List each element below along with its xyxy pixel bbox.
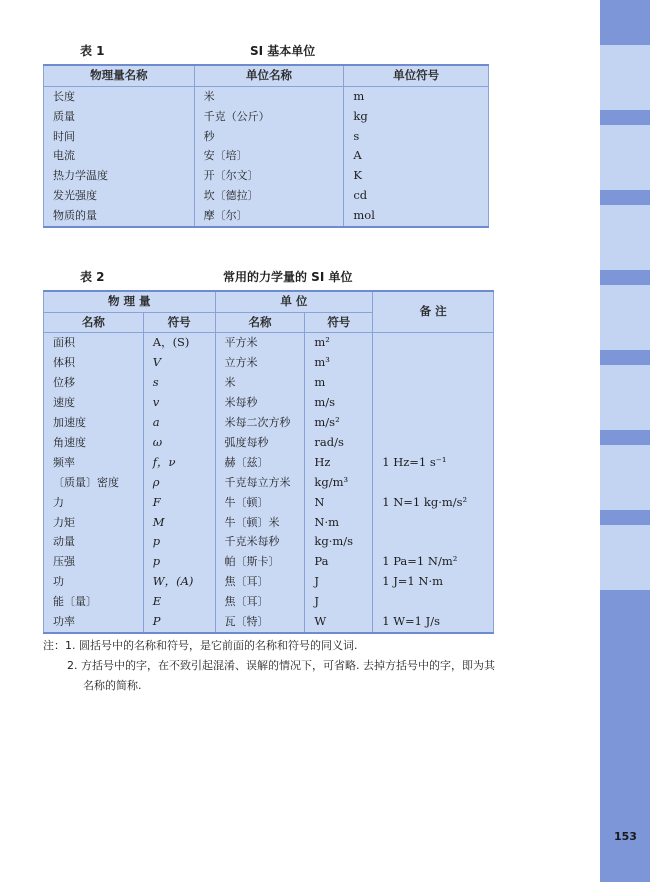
table-row: [44, 453, 494, 473]
unit-symbol-cell: m: [344, 87, 489, 107]
remark-cell: [373, 413, 494, 433]
unit-name-cell: 开〔尔文〕: [194, 166, 344, 186]
si-base-units-table: [43, 64, 489, 228]
remark-cell: 1 W=1 J/s: [373, 612, 494, 633]
quantity-cell: 长度: [44, 87, 195, 107]
quantity-symbol-cell: ω: [143, 433, 215, 453]
unit-symbol-cell: kg·m/s: [305, 532, 373, 552]
unit-symbol-cell: cd: [344, 186, 489, 206]
unit-name-cell: 赫〔兹〕: [215, 453, 305, 473]
quantity-symbol-cell: ρ: [143, 473, 215, 493]
table-row: [44, 333, 494, 353]
table-row: [44, 107, 489, 127]
quantity-symbol-cell: s: [143, 373, 215, 393]
table-row: [44, 592, 494, 612]
unit-symbol-cell: s: [344, 127, 489, 147]
quantity-cell: 时间: [44, 127, 195, 147]
table-row: [44, 612, 494, 633]
quantity-cell: 电流: [44, 146, 195, 166]
quantity-name-cell: 体积: [44, 353, 144, 373]
quantity-name-cell: 压强: [44, 552, 144, 572]
header-remarks: 备 注: [373, 291, 494, 333]
unit-name-cell: 米: [194, 87, 344, 107]
quantity-symbol-cell: V: [143, 353, 215, 373]
quantity-symbol-cell: M: [143, 513, 215, 533]
unit-symbol-cell: rad/s: [305, 433, 373, 453]
table-row: [44, 552, 494, 572]
quantity-name-cell: 力矩: [44, 513, 144, 533]
quantity-name-cell: 加速度: [44, 413, 144, 433]
quantity-symbol-cell: a: [143, 413, 215, 433]
table-header-row: [44, 65, 489, 87]
unit-name-cell: 坎〔德拉〕: [194, 186, 344, 206]
unit-name-cell: 平方米: [215, 333, 305, 353]
strip-band: [600, 190, 650, 205]
table2-title: 常用的力学量的 SI 单位: [223, 270, 353, 284]
table-row: [44, 393, 494, 413]
quantity-cell: 质量: [44, 107, 195, 127]
unit-symbol-cell: Hz: [305, 453, 373, 473]
remark-cell: 1 N=1 kg·m/s²: [373, 493, 494, 513]
unit-name-cell: 米: [215, 373, 305, 393]
unit-symbol-cell: m/s²: [305, 413, 373, 433]
table-row: [44, 413, 494, 433]
unit-symbol-cell: kg/m³: [305, 473, 373, 493]
unit-name-cell: 帕〔斯卡〕: [215, 552, 305, 572]
table-row: [44, 433, 494, 453]
header-unit-symbol: 符号: [305, 312, 373, 333]
remark-cell: 1 Hz=1 s⁻¹: [373, 453, 494, 473]
header-unit-symbol: 单位符号: [344, 65, 489, 87]
unit-name-cell: 千克（公斤）: [194, 107, 344, 127]
unit-symbol-cell: W: [305, 612, 373, 633]
quantity-name-cell: 功: [44, 572, 144, 592]
note-2-continued: 名称的简称.: [83, 679, 142, 692]
unit-symbol-cell: K: [344, 166, 489, 186]
unit-name-cell: 秒: [194, 127, 344, 147]
quantity-symbol-cell: p: [143, 532, 215, 552]
table-notes: [43, 636, 533, 696]
unit-symbol-cell: kg: [344, 107, 489, 127]
strip-band: [600, 110, 650, 125]
quantity-name-cell: 位移: [44, 373, 144, 393]
quantity-symbol-cell: v: [143, 393, 215, 413]
remark-cell: [373, 592, 494, 612]
unit-name-cell: 焦〔耳〕: [215, 572, 305, 592]
quantity-symbol-cell: E: [143, 592, 215, 612]
table-row: [44, 206, 489, 227]
unit-name-cell: 千克米每秒: [215, 532, 305, 552]
header-quantity-name: 物理量名称: [44, 65, 195, 87]
unit-symbol-cell: m²: [305, 333, 373, 353]
quantity-symbol-cell: p: [143, 552, 215, 572]
strip-band: [600, 430, 650, 445]
unit-symbol-cell: mol: [344, 206, 489, 227]
table1-label: 表 1: [80, 44, 105, 58]
table1-title: SI 基本单位: [250, 44, 316, 58]
quantity-cell: 物质的量: [44, 206, 195, 227]
quantity-name-cell: 速度: [44, 393, 144, 413]
unit-name-cell: 弧度每秒: [215, 433, 305, 453]
quantity-name-cell: 角速度: [44, 433, 144, 453]
unit-name-cell: 摩〔尔〕: [194, 206, 344, 227]
unit-symbol-cell: A: [344, 146, 489, 166]
unit-symbol-cell: N·m: [305, 513, 373, 533]
table-row: [44, 186, 489, 206]
remark-cell: [373, 353, 494, 373]
table-row: [44, 353, 494, 373]
note-1: 注：1. 圆括号中的名称和符号，是它前面的名称和符号的同义词.: [43, 639, 358, 652]
strip-band: [600, 510, 650, 525]
unit-name-cell: 牛〔顿〕米: [215, 513, 305, 533]
remark-cell: [373, 333, 494, 353]
remark-cell: [373, 373, 494, 393]
quantity-cell: 热力学温度: [44, 166, 195, 186]
table-row: [44, 493, 494, 513]
header-unit: 单 位: [215, 291, 373, 312]
remark-cell: [373, 513, 494, 533]
table-row: [44, 87, 489, 107]
unit-symbol-cell: N: [305, 493, 373, 513]
quantity-name-cell: 频率: [44, 453, 144, 473]
header-unit-name: 单位名称: [194, 65, 344, 87]
quantity-name-cell: 面积: [44, 333, 144, 353]
unit-name-cell: 千克每立方米: [215, 473, 305, 493]
remark-cell: [373, 433, 494, 453]
mechanics-si-units-table: [43, 290, 494, 634]
header-unit-name: 名称: [215, 312, 305, 333]
table-row: [44, 146, 489, 166]
note-2: 2. 方括号中的字，在不致引起混淆、误解的情况下，可省略. 去掉方括号中的字，即为其: [67, 659, 495, 672]
table2-label: 表 2: [80, 270, 105, 284]
quantity-name-cell: 力: [44, 493, 144, 513]
quantity-name-cell: 动量: [44, 532, 144, 552]
quantity-symbol-cell: P: [143, 612, 215, 633]
table2-caption: [80, 268, 480, 284]
unit-name-cell: 立方米: [215, 353, 305, 373]
quantity-name-cell: 功率: [44, 612, 144, 633]
quantity-name-cell: 能〔量〕: [44, 592, 144, 612]
header-quantity-name: 名称: [44, 312, 144, 333]
quantity-symbol-cell: F: [143, 493, 215, 513]
strip-band: [600, 270, 650, 285]
unit-name-cell: 米每二次方秒: [215, 413, 305, 433]
table-row: [44, 166, 489, 186]
quantity-symbol-cell: f，ν: [143, 453, 215, 473]
table-row: [44, 572, 494, 592]
remark-cell: [373, 473, 494, 493]
unit-symbol-cell: m³: [305, 353, 373, 373]
table-row: [44, 532, 494, 552]
remark-cell: 1 Pa=1 N/m²: [373, 552, 494, 572]
table-row: [44, 127, 489, 147]
unit-name-cell: 米每秒: [215, 393, 305, 413]
page-number: 153: [614, 830, 637, 843]
remark-cell: [373, 532, 494, 552]
strip-band: [600, 0, 650, 45]
remark-cell: [373, 393, 494, 413]
unit-name-cell: 瓦〔特〕: [215, 612, 305, 633]
table1-caption: [80, 42, 480, 58]
unit-name-cell: 牛〔顿〕: [215, 493, 305, 513]
quantity-cell: 发光强度: [44, 186, 195, 206]
header-quantity-symbol: 符号: [143, 312, 215, 333]
quantity-name-cell: 〔质量〕密度: [44, 473, 144, 493]
header-physical-quantity: 物 理 量: [44, 291, 216, 312]
unit-name-cell: 安〔培〕: [194, 146, 344, 166]
table-row: [44, 373, 494, 393]
side-margin-strip: [600, 0, 650, 882]
unit-symbol-cell: J: [305, 572, 373, 592]
remark-cell: 1 J=1 N·m: [373, 572, 494, 592]
table-group-header-row: [44, 291, 494, 312]
unit-name-cell: 焦〔耳〕: [215, 592, 305, 612]
table-row: [44, 513, 494, 533]
quantity-symbol-cell: W，(A): [143, 572, 215, 592]
quantity-symbol-cell: A，(S): [143, 333, 215, 353]
unit-symbol-cell: J: [305, 592, 373, 612]
table-row: [44, 473, 494, 493]
unit-symbol-cell: Pa: [305, 552, 373, 572]
unit-symbol-cell: m: [305, 373, 373, 393]
strip-band: [600, 350, 650, 365]
unit-symbol-cell: m/s: [305, 393, 373, 413]
